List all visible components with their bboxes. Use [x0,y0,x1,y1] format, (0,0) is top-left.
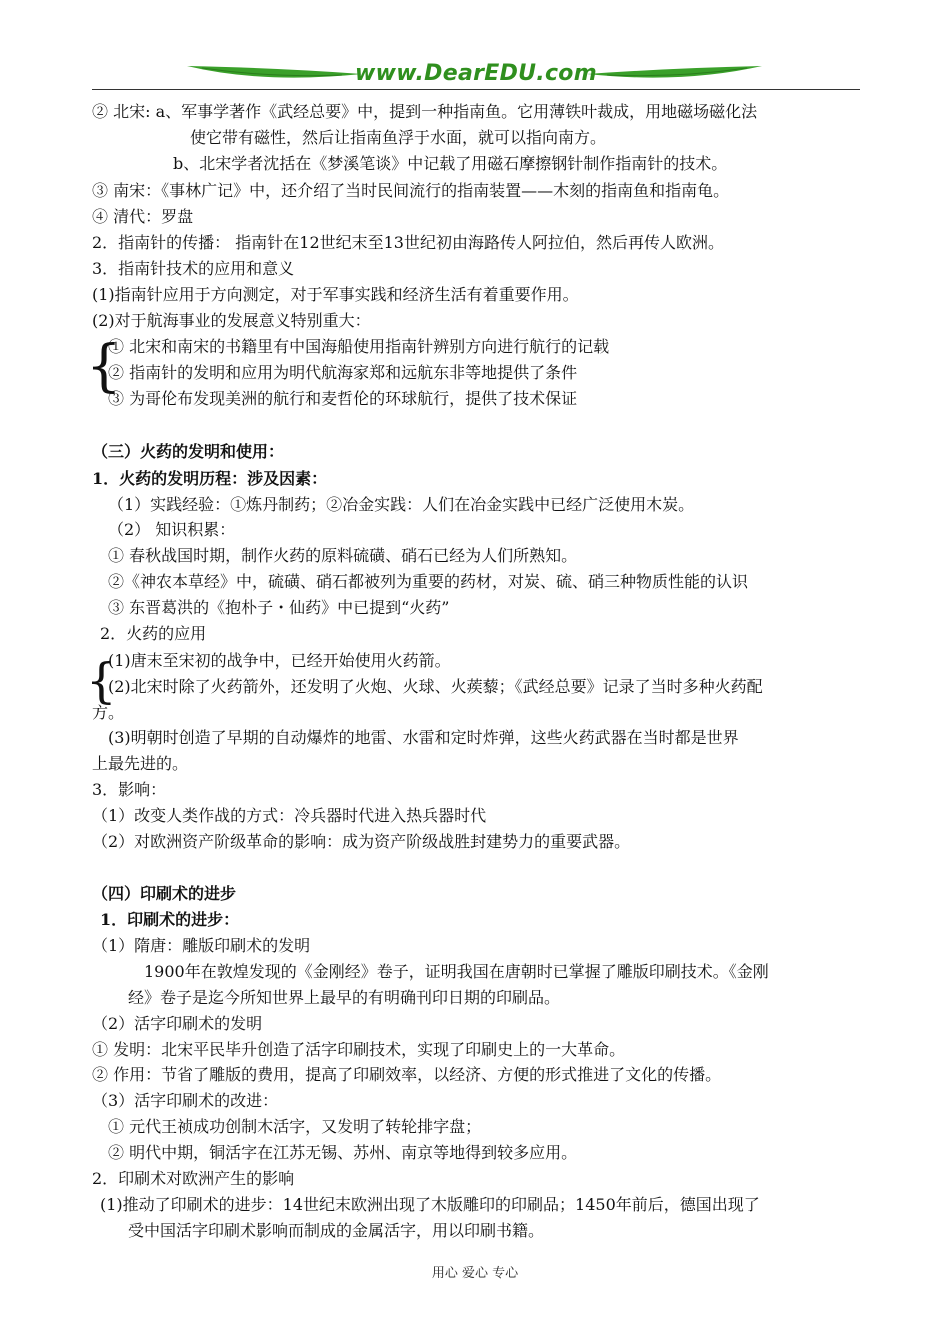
subsection-heading: 1．火药的发明历程：涉及因素： [92,469,328,488]
text-line: （2）对欧洲资产阶级革命的影响：成为资产阶级战胜封建势力的重要武器。 [92,832,631,851]
text-line: ② 北宋: a、军事学著作《武经总要》中，提到一种指南鱼。它用薄铁叶裁成，用地磁场磁化法 [92,102,758,121]
section-heading: （三）火药的发明和使用： [92,442,285,461]
text-line: （3）活字印刷术的改进： [92,1091,279,1110]
text-line: 方。 [92,703,125,722]
text-line: ① 元代王祯成功创制木活字，又发明了转轮排字盘； [108,1117,482,1136]
text-line: (2)对于航海事业的发展意义特别重大： [92,311,371,330]
text-line: ③ 东晋葛洪的《抱朴子・仙药》中已提到“火药” [108,598,450,617]
site-header [92,58,860,96]
text-line: ② 作用：节省了雕版的费用，提高了印刷效率，以经济、方便的形式推进了文化的传播。 [92,1065,722,1084]
text-line: (3)明朝时创造了早期的自动爆炸的地雷、水雷和定时炸弹，这些火药武器在当时都是世界 [108,728,739,747]
text-line: 3．指南针技术的应用和意义 [92,259,295,278]
text-line: 2．印刷术对欧洲产生的影响 [92,1169,295,1188]
section-heading: （四）印刷术的进步 [92,884,237,903]
text-line: 经》卷子是迄今所知世界上最早的有明确刊印日期的印刷品。 [128,988,561,1007]
brace-icon: { [86,653,117,709]
text-line: (1)推动了印刷术的进步：14世纪末欧洲出现了木版雕印的印刷品；1450年前后，德国出现了 [100,1195,760,1214]
text-line: ② 明代中期，铜活字在江苏无锡、苏州、南京等地得到较多应用。 [108,1143,578,1162]
text-line: ③ 为哥伦布发现美洲的航行和麦哲伦的环球航行，提供了技术保证 [108,389,578,408]
text-line: 使它带有磁性，然后让指南鱼浮于水面，就可以指向南方。 [190,128,607,147]
text-line: (2)北宋时除了火药箭外，还发明了火炮、火球、火蒺藜；《武经总要》记录了当时多种火药配 [108,677,763,696]
page-footer: 用心 爱心 专心 [431,1266,519,1281]
text-line: 3．影响： [92,780,167,799]
header-rule [92,89,860,90]
text-line: ④ 清代：罗盘 [92,207,194,226]
text-line: 2．火药的应用 [100,624,207,643]
text-line: 上最先进的。 [92,754,189,773]
text-line: （1）隋唐：雕版印刷术的发明 [92,936,311,955]
text-line: 2．指南针的传播： 指南针在12世纪末至13世纪初由海路传人阿拉伯，然后再传人欧洲。 [92,233,724,252]
subsection-heading: 1．印刷术的进步： [100,910,240,929]
brace-icon: { [86,334,122,399]
site-logo[interactable]: www.DearEDU.com [355,61,597,86]
text-line: ②《神农本草经》中，硫磺、硝石都被列为重要的药材，对炭、硫、硝三种物质性能的认识 [108,572,749,591]
text-line: ① 春秋战国时期，制作火药的原料硫磺、硝石已经为人们所熟知。 [108,546,578,565]
text-line: b、北宋学者沈括在《梦溪笔谈》中记载了用磁石摩擦钢针制作指南针的技术。 [173,154,728,173]
text-line: ① 北宋和南宋的书籍里有中国海船使用指南针辨别方向进行航行的记载 [108,337,610,356]
text-line: 受中国活字印刷术影响而制成的金属活字，用以印刷书籍。 [128,1221,545,1240]
text-line: （1）改变人类作战的方式：冷兵器时代进入热兵器时代 [92,806,487,825]
text-line: 1900年在敦煌发现的《金刚经》卷子，证明我国在唐朝时已掌握了雕版印刷技术。《金刚 [144,962,769,981]
text-line: (1)唐末至宋初的战争中，已经开始使用火药箭。 [108,651,451,670]
text-line: （1）实践经验：①炼丹制药；②冶金实践：人们在冶金实践中已经广泛使用木炭。 [108,495,695,514]
text-line: ① 发明：北宋平民毕升创造了活字印刷技术，实现了印刷史上的一大革命。 [92,1040,626,1059]
text-line: （2）活字印刷术的发明 [92,1014,263,1033]
text-line: (1)指南针应用于方向测定，对于军事实践和经济生活有着重要作用。 [92,285,579,304]
text-line: （2） 知识积累： [108,520,236,539]
text-line: ③ 南宋：《事林广记》中，还介绍了当时民间流行的指南装置——木刻的指南鱼和指南龟。 [92,181,730,200]
text-line: ② 指南针的发明和应用为明代航海家郑和远航东非等地提供了条件 [108,363,578,382]
